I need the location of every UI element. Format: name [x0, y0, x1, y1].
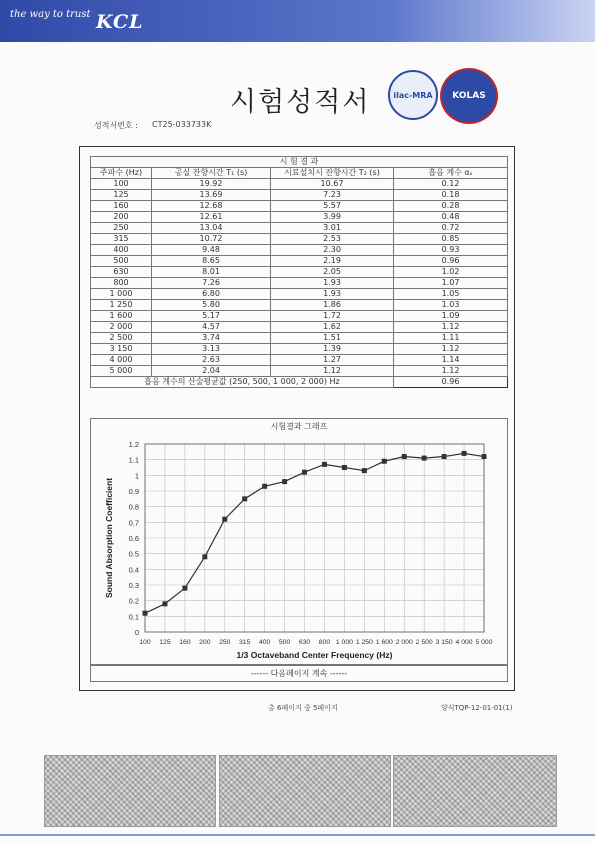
- table-row: [91, 212, 508, 223]
- data-point: [362, 468, 367, 473]
- graph-title: 시험결과 그래프: [270, 422, 328, 431]
- series-line: [145, 453, 484, 613]
- kcl-logo: KCL: [96, 11, 144, 33]
- row-frequency: 5 000: [91, 366, 152, 377]
- data-point: [262, 484, 267, 489]
- average-label: 흡음 계수의 산술평균값 (250, 500, 1 000, 2 000) Hz: [91, 377, 394, 388]
- x-tick-label: 1 250: [355, 639, 373, 646]
- row-sample-reverb: 7.23: [271, 190, 394, 201]
- row-absorption: 1.03: [394, 300, 508, 311]
- data-point: [302, 470, 307, 475]
- row-sample-reverb: 1.93: [271, 289, 394, 300]
- report-number: CT25-033733K: [152, 120, 212, 129]
- data-point: [143, 611, 148, 616]
- row-frequency: 250: [91, 223, 152, 234]
- y-tick-label: 0.1: [128, 612, 139, 622]
- page-count: 총 6페이지 중 5페이지: [268, 704, 338, 712]
- row-frequency: 1 600: [91, 311, 152, 322]
- table-row: [91, 289, 508, 300]
- row-empty-reverb: 8.65: [152, 256, 271, 267]
- row-frequency: 315: [91, 234, 152, 245]
- row-frequency: 630: [91, 267, 152, 278]
- x-tick-label: 3 150: [435, 639, 453, 646]
- row-empty-reverb: 5.17: [152, 311, 271, 322]
- row-sample-reverb: 3.99: [271, 212, 394, 223]
- brand-tagline: the way to trust: [10, 9, 91, 20]
- row-sample-reverb: 1.86: [271, 300, 394, 311]
- row-frequency: 400: [91, 245, 152, 256]
- row-absorption: 1.12: [394, 366, 508, 377]
- row-absorption: 0.93: [394, 245, 508, 256]
- row-empty-reverb: 3.13: [152, 344, 271, 355]
- row-absorption: 0.85: [394, 234, 508, 245]
- x-tick-label: 315: [239, 639, 251, 646]
- row-frequency: 800: [91, 278, 152, 289]
- table-row: [91, 245, 508, 256]
- continue-notice: ------ 다음페이지 계속 ------: [90, 665, 508, 682]
- row-absorption: 1.05: [394, 289, 508, 300]
- row-empty-reverb: 10.72: [152, 234, 271, 245]
- table-row: [91, 366, 508, 377]
- x-tick-label: 100: [139, 639, 151, 646]
- x-tick-label: 2 500: [415, 639, 433, 646]
- absorption-chart: [100, 438, 500, 663]
- row-sample-reverb: 2.19: [271, 256, 394, 267]
- row-absorption: 0.72: [394, 223, 508, 234]
- data-point: [402, 454, 407, 459]
- x-tick-label: 800: [318, 639, 331, 646]
- header-bar: [0, 0, 595, 42]
- ilac-mra-seal: ilac-MRA: [388, 70, 438, 120]
- row-empty-reverb: 7.26: [152, 278, 271, 289]
- x-tick-label: 400: [258, 639, 271, 646]
- row-empty-reverb: 4.57: [152, 322, 271, 333]
- row-sample-reverb: 1.93: [271, 278, 394, 289]
- data-point: [182, 586, 187, 591]
- row-sample-reverb: 2.53: [271, 234, 394, 245]
- row-absorption: 1.12: [394, 322, 508, 333]
- y-tick-label: 1.1: [128, 455, 139, 465]
- row-frequency: 100: [91, 179, 152, 190]
- table-row: [91, 190, 508, 201]
- table-row: [91, 278, 508, 289]
- row-absorption: 0.28: [394, 201, 508, 212]
- table-body: [91, 179, 508, 377]
- table-row: [91, 201, 508, 212]
- row-frequency: 160: [91, 201, 152, 212]
- x-tick-label: 2 000: [395, 639, 413, 646]
- table-caption: 시 험 결 과: [91, 157, 508, 168]
- y-tick-label: 0.9: [128, 487, 139, 496]
- row-frequency: 4 000: [91, 355, 152, 366]
- table-row: [91, 344, 508, 355]
- row-sample-reverb: 1.72: [271, 311, 394, 322]
- row-absorption: 0.48: [394, 212, 508, 223]
- row-sample-reverb: 1.62: [271, 322, 394, 333]
- row-empty-reverb: 9.48: [152, 245, 271, 256]
- x-tick-label: 630: [298, 639, 311, 646]
- y-tick-label: 1: [134, 471, 139, 481]
- row-frequency: 2 500: [91, 333, 152, 344]
- x-tick-label: 200: [199, 639, 211, 646]
- x-tick-label: 250: [219, 639, 231, 646]
- y-tick-label: 0.5: [128, 549, 139, 559]
- row-sample-reverb: 5.57: [271, 201, 394, 212]
- row-absorption: 0.18: [394, 190, 508, 201]
- data-point: [442, 454, 447, 459]
- table-row: [91, 267, 508, 278]
- row-absorption: 0.96: [394, 256, 508, 267]
- row-frequency: 200: [91, 212, 152, 223]
- row-sample-reverb: 1.27: [271, 355, 394, 366]
- row-frequency: 125: [91, 190, 152, 201]
- row-empty-reverb: 3.74: [152, 333, 271, 344]
- row-absorption: 1.02: [394, 267, 508, 278]
- document-title: 시험성적서: [230, 87, 371, 118]
- col-frequency: 주파수 (Hz): [91, 168, 152, 179]
- col-sample-reverb: 시료설치시 잔향시간 T₂ (s): [271, 168, 394, 179]
- data-point: [482, 454, 487, 459]
- table-row: [91, 300, 508, 311]
- row-frequency: 1 250: [91, 300, 152, 311]
- row-absorption: 1.09: [394, 311, 508, 322]
- table-row: [91, 256, 508, 267]
- row-empty-reverb: 6.80: [152, 289, 271, 300]
- col-absorption: 흡음 계수 αₛ: [394, 168, 508, 179]
- row-frequency: 2 000: [91, 322, 152, 333]
- table-row: [91, 179, 508, 190]
- row-frequency: 3 150: [91, 344, 152, 355]
- table-row: [91, 234, 508, 245]
- row-sample-reverb: 10.67: [271, 179, 394, 190]
- data-point: [242, 496, 247, 501]
- x-axis-label: 1/3 Octaveband Center Frequency (Hz): [236, 650, 393, 660]
- x-tick-label: 160: [179, 639, 191, 646]
- x-tick-label: 1 000: [335, 639, 353, 646]
- row-absorption: 1.11: [394, 333, 508, 344]
- x-tick-label: 4 000: [455, 639, 473, 646]
- row-empty-reverb: 13.69: [152, 190, 271, 201]
- row-sample-reverb: 3.01: [271, 223, 394, 234]
- row-empty-reverb: 8.01: [152, 267, 271, 278]
- data-point: [162, 601, 167, 606]
- x-tick-label: 5 000: [475, 639, 493, 646]
- data-point: [282, 479, 287, 484]
- y-tick-label: 0.7: [128, 518, 139, 528]
- table-row: [91, 355, 508, 366]
- y-tick-label: 0.8: [128, 502, 139, 512]
- security-pattern: [219, 755, 391, 827]
- row-sample-reverb: 1.12: [271, 366, 394, 377]
- row-empty-reverb: 19.92: [152, 179, 271, 190]
- kolas-seal: KOLAS: [440, 68, 498, 124]
- data-point: [382, 459, 387, 464]
- data-point: [422, 456, 427, 461]
- data-point: [462, 451, 467, 456]
- report-number-label: 성적서번호 :: [94, 121, 138, 130]
- row-empty-reverb: 5.80: [152, 300, 271, 311]
- data-point: [222, 517, 227, 522]
- row-absorption: 1.12: [394, 344, 508, 355]
- table-row: [91, 322, 508, 333]
- y-tick-label: 0.3: [128, 581, 139, 590]
- y-tick-label: 1.2: [128, 440, 139, 449]
- y-tick-label: 0.4: [128, 565, 139, 575]
- table-row: [91, 333, 508, 344]
- security-pattern: [393, 755, 557, 827]
- row-empty-reverb: 2.63: [152, 355, 271, 366]
- average-value: 0.96: [394, 377, 508, 388]
- y-axis-label: Sound Absorption Coefficient: [104, 477, 114, 599]
- row-empty-reverb: 12.61: [152, 212, 271, 223]
- row-absorption: 1.07: [394, 278, 508, 289]
- table-row: [91, 311, 508, 322]
- table-row: [91, 223, 508, 234]
- y-tick-label: 0: [134, 628, 139, 637]
- footer-line: [0, 834, 595, 836]
- x-tick-label: 1 600: [375, 639, 393, 646]
- row-sample-reverb: 2.05: [271, 267, 394, 278]
- row-absorption: 1.14: [394, 355, 508, 366]
- y-tick-label: 0.2: [128, 596, 139, 606]
- row-frequency: 1 000: [91, 289, 152, 300]
- y-tick-label: 0.6: [128, 534, 139, 543]
- col-empty-reverb: 공실 잔향시간 T₁ (s): [152, 168, 271, 179]
- x-tick-label: 500: [278, 639, 291, 646]
- data-point: [202, 554, 207, 559]
- data-point: [322, 462, 327, 467]
- x-tick-label: 125: [159, 639, 171, 646]
- form-code: 양식TQP-12-01-01(1): [441, 704, 513, 712]
- row-absorption: 0.12: [394, 179, 508, 190]
- row-empty-reverb: 2.04: [152, 366, 271, 377]
- row-sample-reverb: 2.30: [271, 245, 394, 256]
- data-point: [342, 465, 347, 470]
- row-sample-reverb: 1.39: [271, 344, 394, 355]
- security-pattern: [44, 755, 216, 827]
- row-frequency: 500: [91, 256, 152, 267]
- row-empty-reverb: 13.04: [152, 223, 271, 234]
- row-sample-reverb: 1.51: [271, 333, 394, 344]
- row-empty-reverb: 12.68: [152, 201, 271, 212]
- results-table: [90, 156, 508, 388]
